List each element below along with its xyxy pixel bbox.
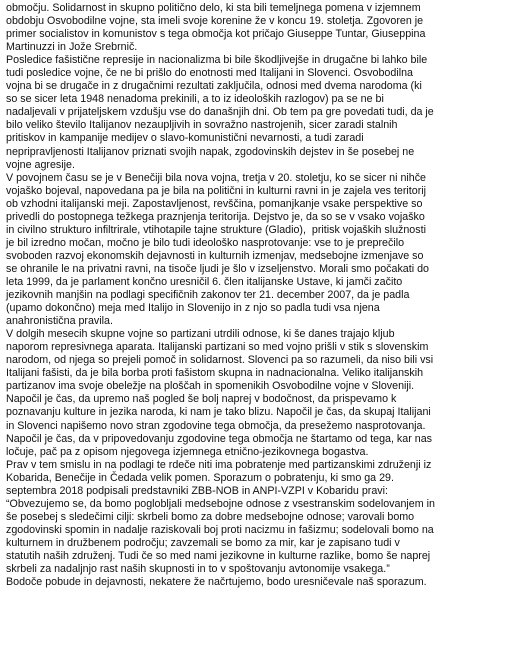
text-line: vojaško bojeval, napovedana pa je bila na politični in kulturni ravni in je zajela ves teritorij	[6, 184, 427, 197]
text-line: Italijani fašisti, da je bila borba proti fašistom skupna in nadnacionalna. Veliko italijanskih	[6, 367, 424, 380]
text-line: obdobju Osvobodilne vojne, sta imeli svoje korenine že v koncu 19. stoletja. Zgovoren je	[6, 15, 424, 28]
text-line: V povojnem času se je v Benečiji bila nova vojna, tretja v 20. stoletju, ko se sicer ni nihče	[6, 171, 427, 184]
text-line: Prav v tem smislu in na podlagi te rdeče niti ima pobratenje med partizanskimi združenji iz	[6, 458, 432, 471]
text-line: skrbeli za nadaljnjo rast naših skupnosti in to v spoštovanju avtonomije vsakega.”	[6, 563, 390, 576]
text-line: nepripravljenosti Italijanov priznati svojih napak, zgodovinskih dejstev in še posebej ne	[6, 145, 415, 158]
text-line: poznavanju kulture in jezika naroda, ki nam je tako blizu. Napočil je čas, da skupaj Italijani	[6, 406, 431, 419]
text-line: svoboden razvoj ekonomskih dejavnosti in kulturnih izmenjav, medsebojne izmenjave so	[6, 249, 424, 262]
text-line: se ohranile le na privatni ravni, na tisoče ljudi je šlo v izseljenstvo. Morali smo počakati do	[6, 262, 429, 275]
text-line: Martinuzzi in Jože Srebrnič.	[6, 41, 138, 54]
text-line: vojna bi se drugače in z drugačnimi rezultati zaključila, odnosi med dvema narodoma (ki	[6, 80, 422, 93]
text-line: naporom represivnega aparata. Italijanski partizani so med vojno prišli v stik s slovenskim	[6, 341, 429, 354]
text-line: septembra 2018 podpisali predstavniki ZBB-NOB in ANPI-VZPI v Kobaridu pravi:	[6, 484, 388, 497]
text-line: Bodoče pobude in dejavnosti, nekatere že načrtujemo, bodo uresničevale naš sporazum.	[6, 576, 427, 589]
text-line: V dolgih mesecih skupne vojne so partizani utrdili odnose, ki še danes trajajo kljub	[6, 328, 395, 341]
text-line: območju. Solidarnost in skupno politično delo, ki sta bili temeljnega pomena v izjemnem	[6, 2, 421, 14]
text-line: Napočil je čas, da upremo naš pogled še bolj naprej v bodočnost, da prispevamo k	[6, 393, 397, 406]
text-line: leta 1999, da je parlament končno uresničil 6. člen italijanske Ustave, ki jamči začito	[6, 275, 403, 288]
text-line: Kobarida, Benečije in Čedada velik pomen. Sporazum o pobratenju, ki smo ga 29.	[6, 471, 394, 484]
text-line: pritiskov in kampanije medijev o slavo-komunistični nevarnosti, a tudi zaradi	[6, 132, 364, 145]
text-line: partizanov ima svoje obeležje na ploščah in spomenikih Osvobodilne vojne v Sloveniji.	[6, 380, 415, 393]
text-line: bilo veliko število Italijanov nezaupljivih in sovražno nastrojenih, sicer zaradi stalnih	[6, 119, 398, 132]
text-line: privedli do postopnega težkega praznjenja teritorija. Dejstvo je, da so se v vsako vojaško	[6, 210, 425, 223]
text-line: je bil izredno močan, močno je bilo tudi ideološko nasprotovanje: vse to je preprečilo	[6, 236, 405, 249]
text-line: še posebej s sledečimi cilji: skrbeli bomo za dobre medsebojne odnose; varovali bomo	[6, 510, 415, 523]
text-line: primer socialistov in komunistov s tega območja kot pričajo Giuseppe Tuntar, Giuseppina	[6, 28, 426, 41]
text-line: so se sicer leta 1948 nenadoma prekinili, a to iz ideoloških razlogov) pa se ne bi	[6, 93, 384, 106]
text-line: (upamo dokončno) meja med Italijo in Slovenijo in z njo so padla tudi vsa njena	[6, 302, 380, 315]
text-line: in Slovenci napišemo novo stran zgodovine tega območja, da presežemo nasprotovanja.	[6, 419, 426, 432]
text-line: Napočil je čas, da v pripovedovanju zgodovine tega območja ne štartamo od tega, kar nas	[6, 432, 432, 445]
text-line: in civilno strukturo infiltrirale, vtihotapile tajne strukture (Gladio), pritisk vojaških služnosti	[6, 223, 426, 236]
text-line: tudi posledice vojne, če ne bi prišlo do enotnosti med Italijani in Slovenci. Osvobodilna	[6, 67, 413, 80]
text-line: jezikovnih manjšin na podlagi specifičnih zakonov ter 21. december 2007, da je padla	[6, 289, 410, 302]
text-line: “Obvezujemo se, da bomo poglobljali medsebojne odnose z vsestranskim sodelovanjem in	[6, 497, 435, 510]
text-line: kulturnem in družbenem področju; zavzemali se bomo za mir, kar je zapisano tudi v	[6, 536, 400, 549]
text-line: Posledice fašistične represije in nacionalizma bi bile škodljivejše in drugačne bi lahko bile	[6, 54, 428, 67]
text-line: anahronistična pravila.	[6, 315, 113, 328]
text-line: vojne agresije.	[6, 158, 75, 171]
text-line: nadaljevali v prijateljskem vzdušju vse do današnjih dni. Ob tem pa gre povedati tudi, da je	[6, 106, 434, 119]
text-line: zgodovinski spomin in nadalje raziskovali boj proti nacizmu in fašizmu; sodelovali bomo na	[6, 523, 434, 536]
text-line: ob vzhodni italijanski meji. Zapostavljenost, revščina, pomanjkanje vsake perspektive so	[6, 197, 423, 210]
text-line: statutih naših združenj. Tudi če so med nami jezikovne in kulturne razlike, bomo še naprej	[6, 549, 431, 562]
text-line: ločuje, pač pa z opisom njegovega izjemnega etnično-jezikovnega bogastva.	[6, 445, 369, 458]
text-line: narodom, od njega so prejeli pomoč in solidarnost. Slovenci pa so razumeli, da niso bili vsi	[6, 354, 434, 367]
document-body	[6, 2, 514, 589]
